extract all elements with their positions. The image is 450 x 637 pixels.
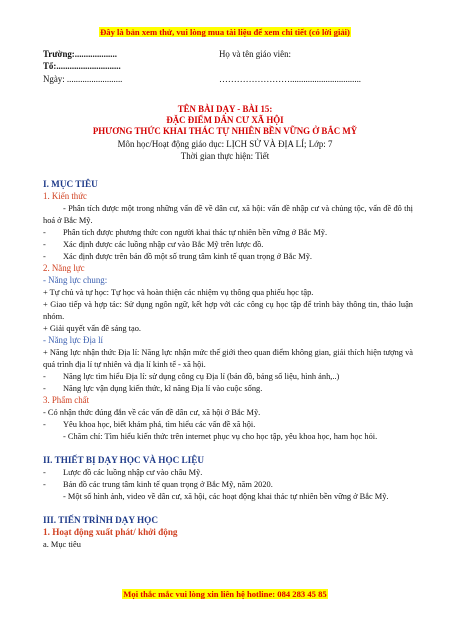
section-heading-objectives: I. MỤC TIÊU bbox=[43, 179, 98, 189]
geo-ability-item: - Năng lực vận dụng kiến thức, kĩ năng Địa lí vào cuộc sống. bbox=[43, 384, 263, 393]
knowledge-item: - Xác định được các luồng nhập cư vào Bắc Mỹ trên lược đồ. bbox=[43, 240, 264, 249]
hotline-banner: Mọi thắc mắc vui lòng xin liên hệ hotline: 084 283 45 85 bbox=[123, 589, 327, 599]
general-ability-item: + Tự chủ và tự học: Tự học và hoàn thiện các nhiệm vụ thông qua phiếu học tập. bbox=[43, 288, 314, 297]
knowledge-item: - Phân tích được một trong những vấn đề về dân cư, xã hội: vấn đề nhập cư và chủng tộc, vấn đề đô thị hoá ở Bắc Mỹ. bbox=[43, 204, 414, 225]
activity-heading: 1. Hoạt động xuất phát/ khởi động bbox=[43, 527, 178, 537]
general-ability-item: + Giải quyết vấn đề sáng tạo. bbox=[43, 324, 141, 333]
ability-heading: 2. Năng lực bbox=[43, 263, 85, 273]
quality-item: - Chăm chỉ: Tìm hiểu kiến thức trên internet phục vụ cho học tập, yêu khoa học, ham học hỏi. bbox=[63, 432, 378, 441]
lesson-title-2: ĐẶC ĐIỂM DÂN CƯ XÃ HỘI bbox=[166, 115, 284, 125]
equipment-item: - Một số hình ảnh, video về dân cư, xã hội, các hoạt động khai thác tự nhiên bền vững ở Bắc Mỹ. bbox=[63, 492, 389, 501]
section-heading-equipment: II. THIẾT BỊ DẠY HỌC VÀ HỌC LIỆU bbox=[43, 455, 204, 465]
teacher-label: Họ và tên giáo viên: bbox=[219, 49, 291, 59]
teacher-name-field: ……………………................................ bbox=[219, 74, 361, 84]
general-ability-item: + Giao tiếp và hợp tác: Sử dụng ngôn ngữ, kết hợp với các công cụ học tập để trình bày thông tin, thảo luận nhóm. bbox=[43, 300, 413, 321]
quality-heading: 3. Phẩm chất bbox=[43, 395, 90, 405]
knowledge-item: - Xác định được trên bản đồ một số trung tâm kinh tế quan trọng ở Bắc Mỹ. bbox=[43, 252, 313, 261]
group-field: Tổ:............................. bbox=[43, 61, 121, 71]
knowledge-heading: 1. Kiến thức bbox=[43, 191, 87, 201]
general-ability-heading: - Năng lực chung: bbox=[43, 275, 108, 285]
equipment-item: - Bản đồ các trung tâm kinh tế quan trọng ở Bắc Mỹ, năm 2020. bbox=[43, 480, 273, 489]
subject-line: Môn học/Hoạt động giáo dục: LỊCH SỬ VÀ ĐỊA LÍ; Lớp: 7 bbox=[117, 139, 333, 149]
preview-banner: Đây là bản xem thử, vui lòng mua tài liệu để xem chi tiết (có lời giải) bbox=[100, 27, 350, 37]
section-heading-procedure: III. TIẾN TRÌNH DẠY HỌC bbox=[43, 515, 158, 525]
school-field: Trường:................... bbox=[43, 49, 117, 59]
geo-ability-item: - Năng lực tìm hiểu Địa lí: sử dụng công cụ Địa lí (bản đồ, bảng số liệu, hình ảnh,..) bbox=[43, 372, 340, 381]
lesson-title-3: PHƯƠNG THỨC KHAI THÁC TỰ NHIÊN BỀN VỮNG Ở BẮC MỸ bbox=[92, 126, 358, 136]
geo-ability-heading: - Năng lực Địa lí bbox=[43, 335, 104, 345]
equipment-item: - Lược đồ các luồng nhập cư vào châu Mỹ. bbox=[43, 468, 203, 477]
lesson-title: TÊN BÀI DẠY - BÀI 15: bbox=[177, 104, 273, 114]
time-line: Thời gian thực hiện: Tiết bbox=[180, 151, 270, 161]
quality-intro: - Có nhận thức đúng đắn về các vấn đề dân cư, xã hội ở Bắc Mỹ. bbox=[43, 408, 261, 417]
geo-ability-intro: + Năng lực nhận thức Địa lí: Năng lực nhận mức thế giới theo quan điểm không gian, giải thích hiện tượng và quá trình địa lí tự nhiên và địa lí kinh tế - xã hội. bbox=[43, 348, 413, 369]
date-field: Ngày: ......................... bbox=[43, 74, 123, 84]
goal-label: a. Mục tiêu bbox=[43, 540, 81, 549]
knowledge-item: - Phân tích được phương thức con người khai thác tự nhiên bền vững ở Bắc Mỹ. bbox=[43, 228, 328, 237]
quality-item: - Yêu khoa học, biết khám phá, tìm hiểu các vấn đề xã hội. bbox=[43, 420, 256, 429]
